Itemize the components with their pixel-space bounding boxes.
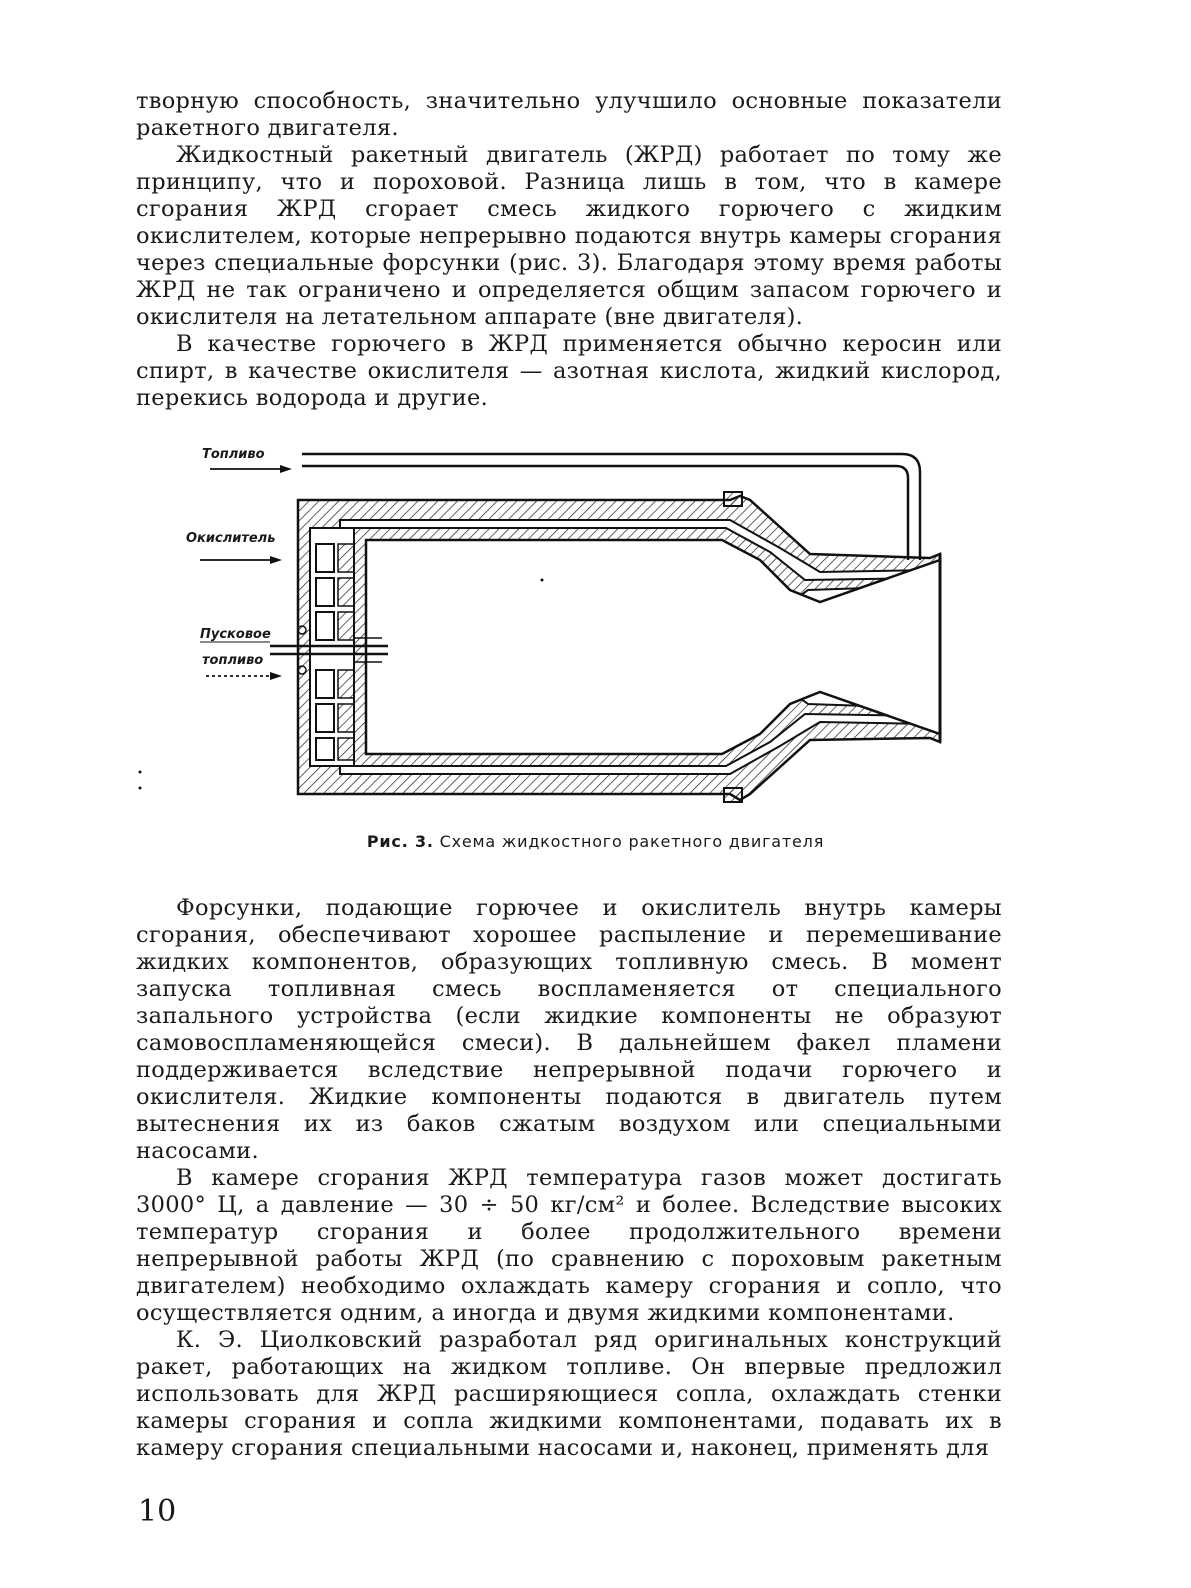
paragraph-continuation: творную способность, значительно улучшило основные показатели ракетного двигателя. bbox=[136, 88, 1002, 141]
paragraph-temperature: В камере сгорания ЖРД температура газов может достигать 3000° Ц, а давление — 30 ÷ 50 кг/см² и более. Вследствие высоких температур сгорания и более продолжительного времени непрерывной работы ЖРД (по сравнению с пороховым ракетным двигателем) необходимо охлаждать камеру сгорания и сопло, что осуществляется одним, а иногда и двумя жидкими компонентами. bbox=[136, 1165, 1002, 1326]
label-fuel: Топливо bbox=[202, 447, 265, 462]
paragraph-lre-principle: Жидкостный ракетный двигатель (ЖРД) работает по тому же принципу, что и пороховой. Разница лишь в том, что в камере сгорания ЖРД сгорает смесь жидкого горючего с жидким окислителем, которые непрерывно подаются внутрь камеры сгорания через специальные форсунки (рис. 3). Благодаря этому время работы ЖРД не так ограничено и определяется общим запасом горючего и окислителя на летательном аппарате (вне двигателя). bbox=[136, 142, 1002, 330]
label-start-fuel-line2: топливо bbox=[202, 653, 264, 668]
paragraph-injectors: Форсунки, подающие горючее и окислитель внутрь камеры сгорания, обеспечивают хорошее распыление и перемешивание жидких компонентов, образующих топливную смесь. В момент запуска топливная смесь воспламеняется от специального запального устройства (если жидкие компоненты не образуют самовоспламеняющейся смеси). В дальнейшем факел пламени поддерживается вследствие непрерывной подачи горючего и окислителя. Жидкие компоненты подаются в двигатель путем вытеснения их из баков сжатым воздухом или специальными насосами. bbox=[136, 895, 1002, 1164]
caption-number: Рис. 3. bbox=[366, 832, 434, 851]
figure-engine-diagram bbox=[130, 432, 1010, 832]
chamber-wall bbox=[298, 492, 940, 802]
paragraph-fuels: В качестве горючего в ЖРД применяется обычно керосин или спирт, в качестве окислителя — азотная кислота, жидкий кислород, перекись водорода и другие. bbox=[136, 331, 1002, 411]
label-start-fuel-line1: Пусковое bbox=[200, 627, 271, 642]
label-oxidizer: Окислитель bbox=[186, 531, 276, 546]
page-number: 10 bbox=[138, 1494, 177, 1529]
text-block-top bbox=[136, 88, 1002, 412]
engine-schematic bbox=[130, 432, 1010, 832]
figure-caption bbox=[0, 832, 1191, 851]
caption-text: Схема жидкостного ракетного двигателя bbox=[439, 832, 825, 851]
paragraph-tsiolkovsky: К. Э. Циолковский разработал ряд оригинальных конструкций ракет, работающих на жидком топливе. Он впервые предложил использовать для ЖРД расширяющиеся сопла, охлаждать стенки камеры сгорания и сопла жидкими компонентами, подавать их в камеру сгорания специальными насосами и, наконец, применять для bbox=[136, 1327, 1002, 1461]
text-block-bottom bbox=[136, 895, 1002, 1462]
